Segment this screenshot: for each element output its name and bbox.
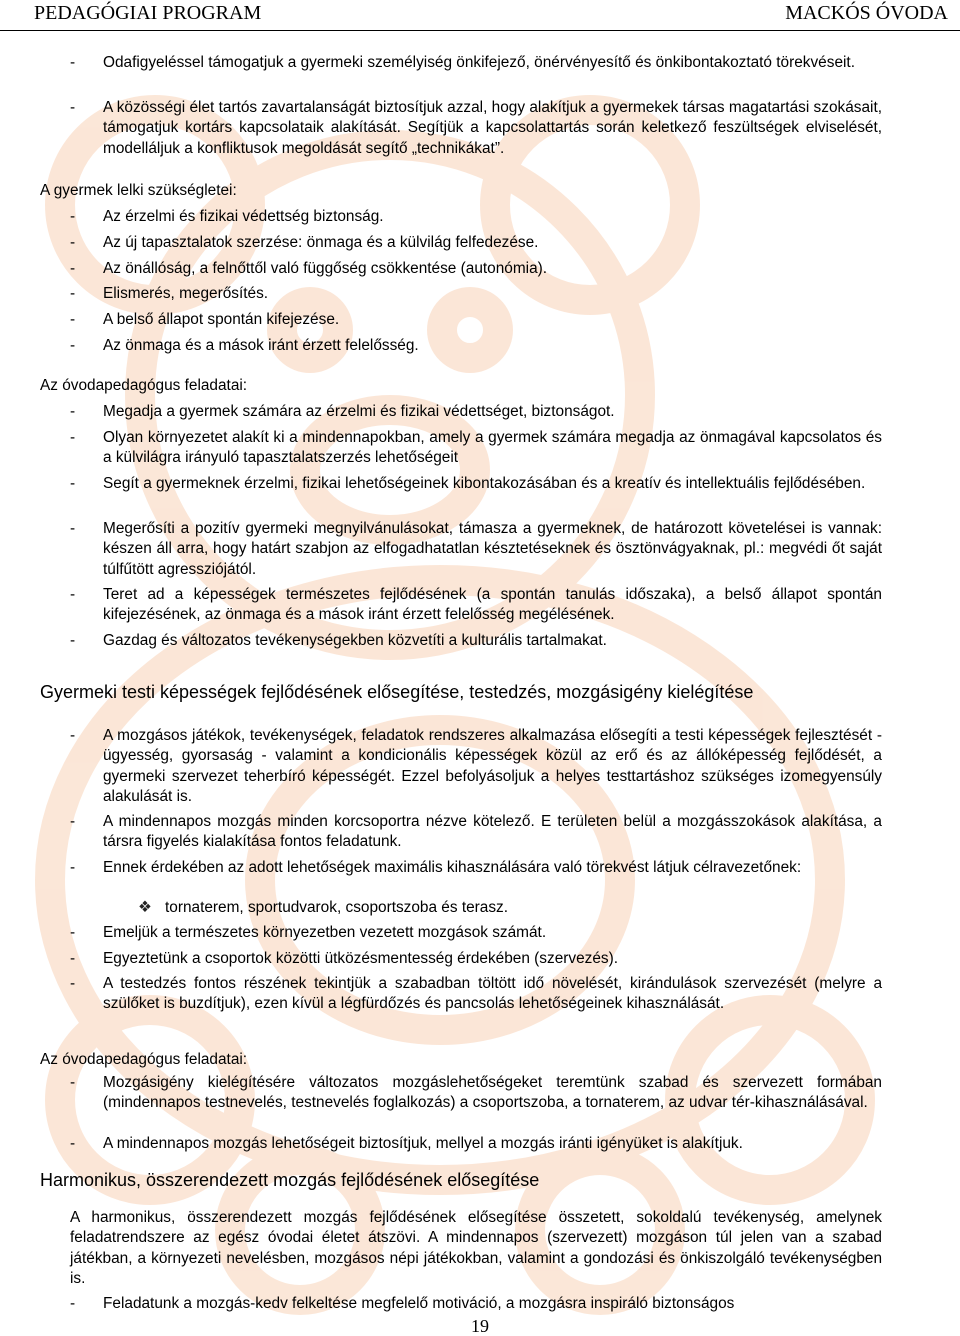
list-item-text: A mindennapos mozgás lehetőségeit biztosítjuk, mellyel a mozgás iránti igényüket is alakítjuk. — [103, 1135, 743, 1152]
list-item — [70, 310, 882, 330]
list-item-text: Emeljük a természetes környezetben vezetett mozgások számát. — [103, 924, 547, 941]
list-item-text: Mozgásigény kielégítésére változatos mozgáslehetőségeket teremtünk szabad és szervezett formában (mindennapos testnevelés, testnevelés foglalkozás) a csoportszoba, a tornaterem, az udvar tér-kihasználásával. — [103, 1074, 882, 1112]
bullet-dash: - — [70, 1135, 76, 1152]
list-item — [70, 402, 882, 422]
list-item-text: Megerősíti a pozitív gyermeki megnyilvánulásokat, támasza a gyermeknek, de határozott követelései is vannak: készen áll arra, hogy határt szabjon az elfogadhatatlan késztetéseknek és ösztönvágyaknak, pl.: megvédi őt saját túlfűtött agressziójától. — [103, 520, 882, 578]
list-item-text: A testedzés fontos részének tekintjük a szabadban töltött idő növelését, kirándulások szervezését (melyre a szülőket is buzdítjuk), ezen kívül a légfürdőzés és pancsolás lehetőségeinek kihasználását. — [103, 975, 882, 1013]
list-item-text: A mindennapos mozgás minden korcsoportra nézve kötelező. E területen belül a mozgásszokások alakítása, a társra figyelés kialakítása fontos feladatunk. — [103, 813, 882, 851]
bullet-dash: - — [70, 727, 76, 744]
list-item-text: Elismerés, megerősítés. — [103, 285, 269, 302]
page-header — [0, 0, 960, 31]
list-item — [70, 949, 882, 969]
page-number: 19 — [471, 1316, 489, 1336]
list-item — [70, 233, 882, 253]
bullet-dash: - — [70, 813, 76, 830]
header-kindergarten-name: MACKÓS ÓVODA — [785, 2, 948, 24]
list-item-text: Az érzelmi és fizikai védettség biztonság. — [103, 208, 384, 225]
list-item-text: Az önállóság, a felnőttől való függőség csökkentése (autonómia). — [103, 260, 548, 277]
list-item-text: Gazdag és változatos tevékenységekben közvetíti a kulturális tartalmakat. — [103, 632, 607, 649]
bullet-dash: - — [70, 311, 76, 328]
list-item-text: Az új tapasztalatok szerzése: önmaga és a külvilág felfedezése. — [103, 234, 539, 251]
list-item — [70, 53, 882, 73]
list-item-text: Teret ad a képességek természetes fejlődésének (a spontán tanulás időszaka), a belső állapot spontán kifejezésének, az önmaga és a mások iránt érzett felelősség megélésének. — [103, 586, 882, 624]
bullet-dash: - — [70, 54, 76, 71]
section-heading-testi: Gyermeki testi képességek fejlődésének elősegítése, testedzés, mozgásigény kielégítése — [40, 682, 754, 702]
sub-list-item — [138, 898, 508, 918]
list-item — [70, 631, 882, 651]
bullet-dash: - — [70, 1295, 76, 1312]
list-item — [70, 428, 882, 469]
list-item — [70, 858, 882, 878]
list-item-text: Segít a gyermeknek érzelmi, fizikai lehetőségeinek kibontakozásában és a kreatív és intellektuális fejlődésében. — [103, 475, 866, 492]
list-item-text: Odafigyeléssel támogatjuk a gyermeki személyiség önkifejező, önérvényesítő és önkibontakoztató törekvéseit. — [103, 54, 855, 71]
list-item — [70, 1134, 882, 1154]
list-item — [70, 474, 882, 494]
list-item — [70, 259, 882, 279]
list-item-text: Egyeztetünk a csoportok közötti ütközésmentesség érdekében (szervezés). — [103, 950, 618, 967]
list-item-text: Megadja a gyermek számára az érzelmi és fizikai védettséget, biztonságot. — [103, 403, 615, 420]
list-item — [70, 1294, 882, 1314]
bullet-dash: - — [70, 950, 76, 967]
list-item-text: A közösségi élet tartós zavartalanságát biztosítjuk azzal, hogy alakítjuk a gyermekek társas magatartási szokásait, támogatjuk kortárs kapcsolataik alakítását. Segítjük a kapcsolattartás során keletkező feszültségek elviselését, modelláljuk a konfliktusok megoldását segítő „technikákat”. — [103, 99, 882, 157]
bullet-dash: - — [70, 234, 76, 251]
list-item-text: Az önmaga és a mások iránt érzett felelősség. — [103, 337, 419, 354]
bullet-dash: - — [70, 975, 76, 992]
bullet-dash: - — [70, 337, 76, 354]
bullet-dash: - — [70, 99, 76, 116]
list-item-text: Olyan környezetet alakít ki a mindennapokban, amely a gyermek számára megadja az önmagával kapcsolatos és a külvilágra irányuló tapasztalatszerzés lehetőségeit — [103, 429, 882, 467]
list-item-text: A belső állapot spontán kifejezése. — [103, 311, 340, 328]
list-item — [70, 207, 882, 227]
section-label-lelki: A gyermek lelki szükségletei: — [40, 182, 237, 199]
section-label-feladatok-1: Az óvodapedagógus feladatai: — [40, 377, 248, 394]
bullet-dash: - — [70, 475, 76, 492]
list-item — [70, 284, 882, 304]
bullet-dash: - — [70, 1074, 76, 1091]
paragraph-harmonikus: A harmonikus, összerendezett mozgás fejlődésének elősegítése összetett, sokoldalú tevékenység, amelynek feladatrendszere az egész óvodai életet átszövi. A mindennapos (szervezett) mozgáson túl jelen van a szabad játékban, a környezeti nevelésben, mozgásos népi játékokban, valamint a gondozási és önkiszolgáló tevékenységben is. — [70, 1209, 882, 1287]
bullet-dash: - — [70, 429, 76, 446]
list-item — [70, 336, 882, 356]
list-item — [70, 1073, 882, 1114]
list-item — [70, 585, 882, 626]
list-item-text: A mozgásos játékok, tevékenységek, feladatok rendszeres alkalmazása elősegíti a testi képességek fejlesztését - ügyesség, gyorsaság - valamint a kondicionális képességek közül az erő és az állóképesség fejlődését, a gyermeki szervezet teherbíró képességét. Ezzel befolyásoljuk a helyes testtartáshoz szükséges izomegyensúly alakulását is. — [103, 727, 882, 805]
bullet-dash: - — [70, 403, 76, 420]
list-item — [70, 974, 882, 1015]
bullet-dash: - — [70, 260, 76, 277]
bullet-dash: - — [70, 208, 76, 225]
diamond-bullet-icon: ❖ — [138, 899, 152, 916]
sub-list-item-text: tornaterem, sportudvarok, csoportszoba és terasz. — [165, 899, 509, 916]
list-item — [70, 812, 882, 853]
list-item — [70, 98, 882, 159]
list-item-text: Feladatunk a mozgás-kedv felkeltése megfelelő motiváció, a mozgásra inspiráló biztonságos — [103, 1295, 735, 1312]
list-item — [70, 519, 882, 580]
bullet-dash: - — [70, 586, 76, 603]
list-item — [70, 923, 882, 943]
list-item-text: Ennek érdekében az adott lehetőségek maximális kihasználására való törekvést látjuk célravezetőnek: — [103, 859, 802, 876]
bullet-dash: - — [70, 285, 76, 302]
section-heading-harmonikus: Harmonikus, összerendezett mozgás fejlődésének elősegítése — [40, 1170, 540, 1190]
bullet-dash: - — [70, 859, 76, 876]
list-item — [70, 726, 882, 807]
bullet-dash: - — [70, 924, 76, 941]
bullet-dash: - — [70, 632, 76, 649]
bullet-dash: - — [70, 520, 76, 537]
section-label-feladatok-2: Az óvodapedagógus feladatai: — [40, 1051, 248, 1068]
header-program-title: PEDAGÓGIAI PROGRAM — [34, 2, 262, 24]
